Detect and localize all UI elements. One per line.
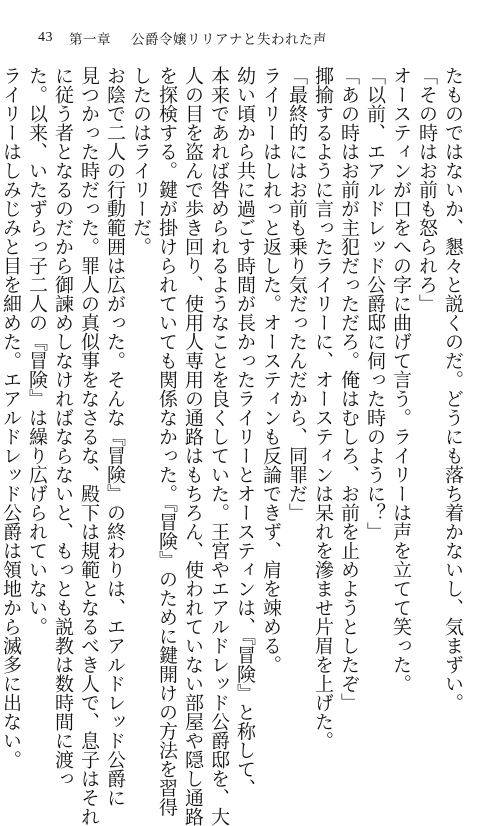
text-line: ライリーはしれっと返した。オースティンも反論できず、肩を竦める。: [260, 66, 282, 674]
text-line: に従う者となるのだから御諫めしなければならないと、もっとも説教は数時間に渡っ: [52, 66, 74, 788]
text-line: 「あの時はお前が主犯だっただろ。俺はむしろ、お前を止めようとしたぞ」: [338, 66, 360, 712]
text-line: 「最終的にはお前も乗り気だったんだから、同罪だ」: [286, 66, 308, 522]
text-line: オースティンが口をへの字に曲げて言う。ライリーは声を立てて笑った。: [390, 66, 412, 693]
text-line: したのはライリーだ。: [130, 66, 152, 256]
text-line: 「以前、エアルドレッド公爵邸に伺った時のように？」: [364, 66, 386, 541]
chapter-title: 公爵令嬢リリアナと失われた声: [131, 32, 327, 48]
text-line: を探検する。鍵が掛けられていても関係なかった。『冒険』のために鍵開けの方法を習得: [156, 66, 178, 817]
text-line: 見つかった時だった。罪人の真似事をなさるな、殿下は規範となるべき人で、息子はそれ: [78, 66, 100, 826]
running-head: [38, 28, 327, 48]
text-line: た。以来、いたずらっ子二人の『冒険』は繰り広げられていない。: [26, 66, 48, 636]
text-line: ライリーはしみじみと目を細めた。エアルドレッド公爵は領地から滅多に出ない。: [0, 66, 22, 769]
text-line: 人の目を盗んで歩き回り、使用人専用の通路はもちろん、使われていない部屋や隠し通路: [182, 66, 204, 826]
page-number: 43: [38, 30, 53, 45]
vertical-body-text: [0, 66, 466, 826]
text-line: 「その時はお前も怒られろ」: [416, 66, 438, 313]
text-line: 幼い頃から共に過ごす時間が長かったライリーとオースティンは、『冒険』と称して、: [234, 66, 256, 798]
text-line: たものではないか、懇々と説くのだ。どうにも落ち着かないし、気まずい。: [442, 66, 464, 712]
text-line: お陰で二人の行動範囲は広がった。そんな『冒険』の終わりは、エアルドレッド公爵に: [104, 66, 126, 807]
chapter-label: 第一章: [69, 32, 111, 48]
text-line: 揶揄するように言ったライリーに、オースティンは呆れを滲ませ片眉を上げた。: [312, 66, 334, 750]
text-line: 本来であれば咎められるようなことを良くしていた。王宮やエアルドレッド公爵邸を、大: [208, 66, 230, 826]
